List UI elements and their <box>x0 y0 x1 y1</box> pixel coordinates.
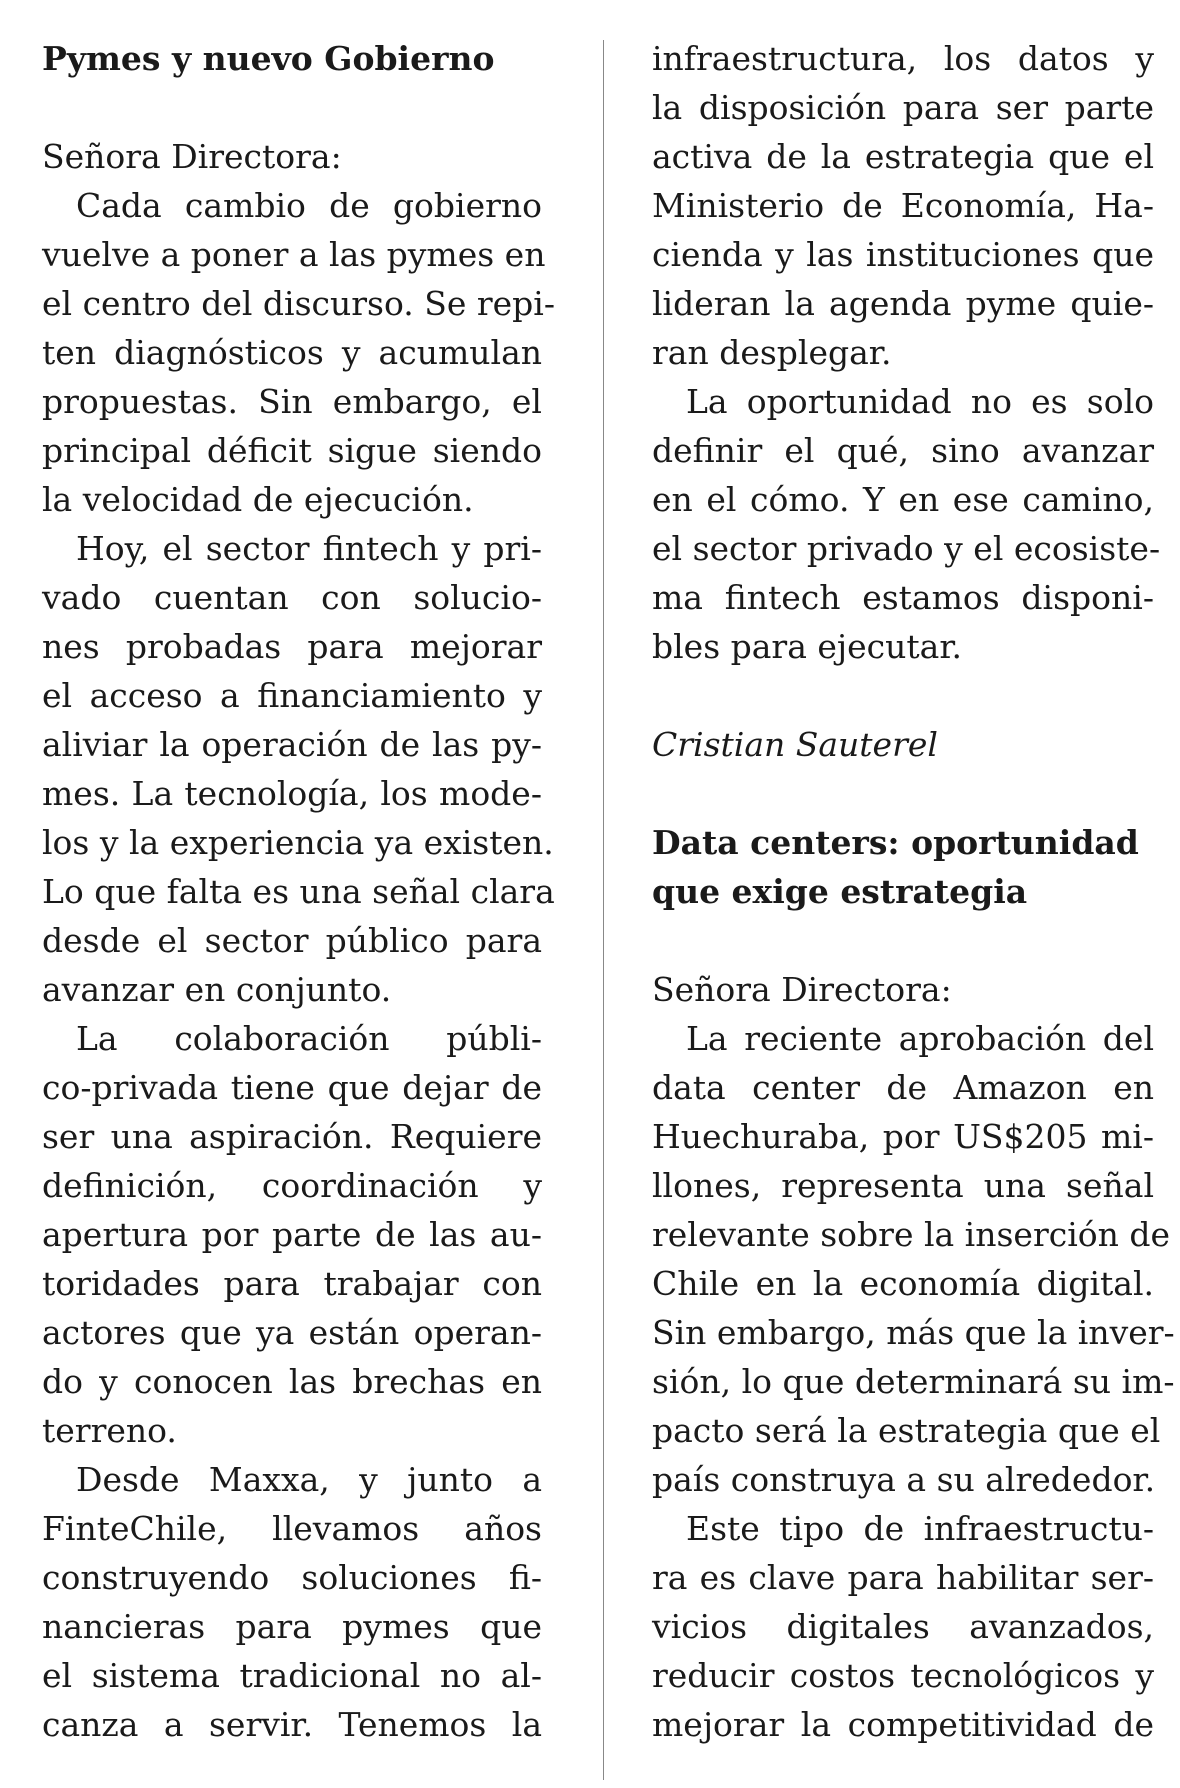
letter-line: Lo que falta es una señal clara <box>42 872 555 911</box>
letter-line: data center de Amazon en <box>652 1068 1154 1107</box>
letter-line: Chile en la economía digital. <box>652 1264 1154 1303</box>
letter-line: Cada cambio de gobierno <box>76 186 542 225</box>
letter-line: ran desplegar. <box>652 333 892 372</box>
letter-line: Huechuraba, por US$205 mi- <box>652 1117 1154 1156</box>
letter-line: avanzar en conjunto. <box>42 970 392 1009</box>
letter-line: vicios digitales avanzados, <box>652 1607 1154 1646</box>
letter-line: el sector privado y el ecosiste- <box>652 529 1161 568</box>
letter-salutation: Señora Directora: <box>42 137 342 176</box>
spacer <box>652 916 1154 965</box>
letter-line: co-privada tiene que dejar de <box>42 1068 542 1107</box>
letter-line: La oportunidad no es solo <box>686 382 1154 421</box>
letter-line: nes probadas para mejorar <box>42 627 542 666</box>
letter-line: construyendo soluciones fi- <box>42 1558 542 1597</box>
spacer <box>652 769 1154 818</box>
letter-line: la velocidad de ejecución. <box>42 480 474 519</box>
letter-line: vuelve a poner a las pymes en <box>42 235 546 274</box>
letter-line: Ministerio de Economía, Ha- <box>652 186 1154 225</box>
letter-line: vado cuentan con solucio- <box>42 578 542 617</box>
letter-line: país construya a su alrededor. <box>652 1460 1156 1499</box>
letter-line: mes. La tecnología, los mode- <box>42 774 542 813</box>
letter-title: que exige estrategia <box>652 872 1028 911</box>
letter-line: la disposición para ser parte <box>652 88 1154 127</box>
letter-line: ser una aspiración. Requiere <box>42 1117 542 1156</box>
letter-title: Pymes y nuevo Gobierno <box>42 39 495 78</box>
letter-line: el acceso a financiamiento y <box>42 676 542 715</box>
letter-line: ma fintech estamos disponi- <box>652 578 1154 617</box>
right-column <box>652 34 1175 1749</box>
letter-signature: Cristian Sauterel <box>652 725 938 764</box>
column-divider <box>603 40 604 1780</box>
letter-line: el centro del discurso. Se repi- <box>42 284 556 323</box>
letter-line: La reciente aprobación del <box>686 1019 1154 1058</box>
letter-line: definir el qué, sino avanzar <box>652 431 1154 470</box>
letter-line: relevante sobre la inserción de <box>652 1215 1171 1254</box>
letter-line: los y la experiencia ya existen. <box>42 823 554 862</box>
letter-line: definición, coordinación y <box>42 1166 542 1205</box>
letter-line: terreno. <box>42 1411 177 1450</box>
letter-line: do y conocen las brechas en <box>42 1362 542 1401</box>
letter-line: FinteChile, llevamos años <box>42 1509 542 1548</box>
letter-line: principal déficit sigue siendo <box>42 431 542 470</box>
letter-line: pacto será la estrategia que el <box>652 1411 1161 1450</box>
letter-line: lideran la agenda pyme quie- <box>652 284 1154 323</box>
left-column <box>42 34 556 1749</box>
letter-line: aliviar la operación de las py- <box>42 725 542 764</box>
letter-title: Data centers: oportunidad <box>652 823 1139 862</box>
letter-line: actores que ya están operan- <box>42 1313 542 1352</box>
letter-line: infraestructura, los datos y <box>652 39 1154 78</box>
letter-line: canza a servir. Tenemos la <box>42 1705 542 1744</box>
letter-line: propuestas. Sin embargo, el <box>42 382 542 421</box>
letter-line: activa de la estrategia que el <box>652 137 1154 176</box>
letter-line: desde el sector público para <box>42 921 542 960</box>
letter-line: mejorar la competitividad de <box>652 1705 1154 1744</box>
letter-line: ten diagnósticos y acumulan <box>42 333 542 372</box>
letter-line: sión, lo que determinará su im- <box>652 1362 1175 1401</box>
letter-line: Sin embargo, más que la inver- <box>652 1313 1175 1352</box>
spacer <box>42 83 542 132</box>
letter-line: bles para ejecutar. <box>652 627 962 666</box>
letter-line: toridades para trabajar con <box>42 1264 542 1303</box>
letter-line: ra es clave para habilitar ser- <box>652 1558 1154 1597</box>
letter-line: en el cómo. Y en ese camino, <box>652 480 1154 519</box>
letter-line: Este tipo de infraestructu- <box>686 1509 1154 1548</box>
letter-line: llones, representa una señal <box>652 1166 1154 1205</box>
letter-line: cienda y las instituciones que <box>652 235 1154 274</box>
spacer <box>652 671 1154 720</box>
letter-salutation: Señora Directora: <box>652 970 952 1009</box>
letter-line: Hoy, el sector fintech y pri- <box>76 529 542 568</box>
letter-line: La colaboración públi- <box>76 1019 542 1058</box>
letter-line: reducir costos tecnológicos y <box>652 1656 1154 1695</box>
letter-line: nancieras para pymes que <box>42 1607 542 1646</box>
letter-line: apertura por parte de las au- <box>42 1215 542 1254</box>
letter-line: Desde Maxxa, y junto a <box>76 1460 542 1499</box>
letter-line: el sistema tradicional no al- <box>42 1656 542 1695</box>
